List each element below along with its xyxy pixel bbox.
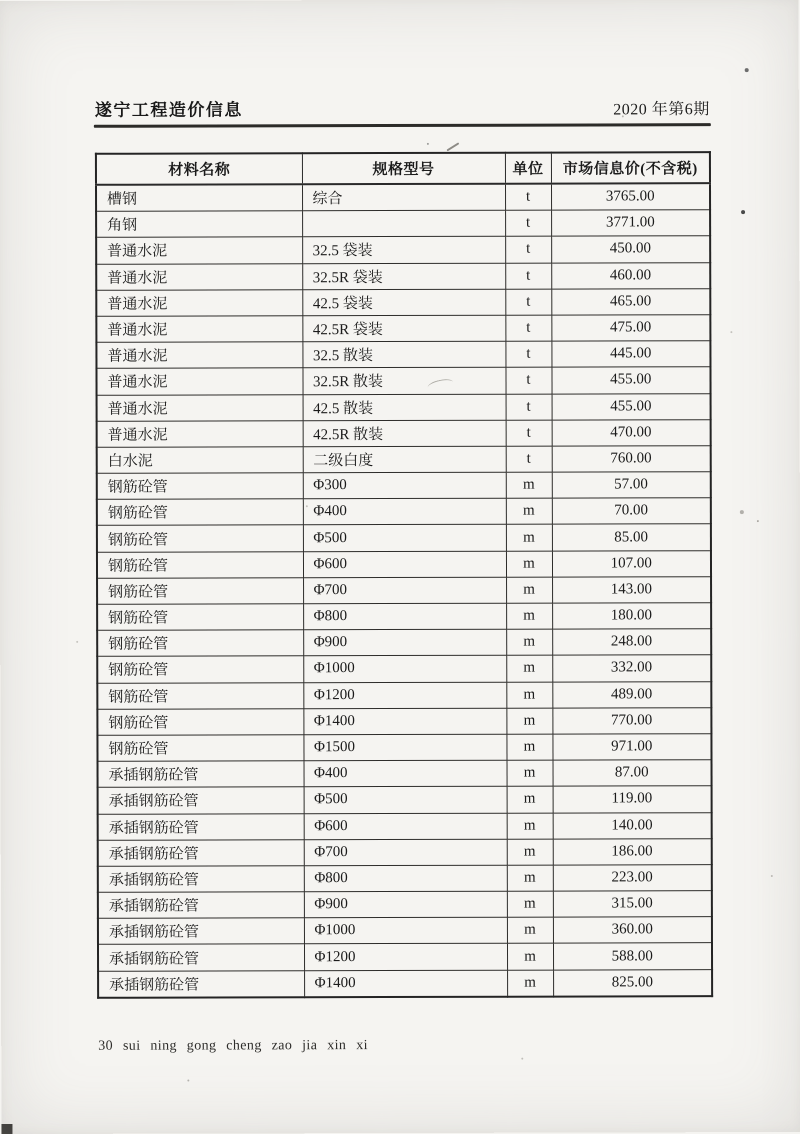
cell-material-name: 钢筋砼管 [97,630,303,657]
cell-spec-model: 32.5R 散装 [302,368,505,395]
cell-spec-model: Φ1000 [304,917,507,944]
cell-unit: m [506,655,552,681]
cell-spec-model: Φ700 [303,577,506,604]
cell-unit: m [507,760,553,786]
cell-spec-model: 42.5 散装 [303,394,506,421]
cell-unit: m [506,551,552,577]
cell-market-price: 460.00 [551,262,710,289]
cell-material-name: 白水泥 [97,447,303,474]
table-row [97,550,711,578]
cell-spec-model: Φ1200 [303,682,506,709]
cell-spec-model: 二级白度 [303,446,506,473]
cell-market-price: 87.00 [553,760,712,787]
cell-unit: t [506,420,552,446]
table-row [97,707,711,735]
cell-unit: t [505,210,551,236]
cell-unit: m [506,577,552,603]
cell-material-name: 普通水泥 [96,237,302,264]
cell-material-name: 普通水泥 [96,368,302,395]
cell-unit: t [505,289,551,315]
cell-unit: m [507,917,553,943]
page-footer: 30 sui ning gong cheng zao jia xin xi [98,1038,368,1054]
cell-market-price: 475.00 [551,315,710,342]
cell-market-price: 588.00 [553,943,712,970]
cell-market-price: 143.00 [552,576,711,603]
cell-material-name: 承插钢筋砼管 [98,761,304,788]
table-row [96,236,710,264]
table-row [96,341,710,369]
table-row [97,419,711,447]
cell-market-price: 445.00 [551,341,710,368]
table-row [96,262,710,290]
cell-material-name: 普通水泥 [97,394,303,421]
table-row [97,498,711,526]
cell-spec-model: Φ800 [304,865,507,892]
table-row [98,812,712,840]
cell-material-name: 钢筋砼管 [97,604,303,631]
material-price-table [95,151,713,998]
cell-spec-model: Φ600 [304,813,507,840]
cell-unit: t [506,446,552,472]
cell-material-name: 钢筋砼管 [97,473,303,500]
cell-spec-model: Φ500 [304,787,507,814]
cell-unit: t [505,341,551,367]
cell-spec-model: Φ600 [303,551,506,578]
table-row [98,786,712,814]
cell-unit: t [506,394,552,420]
cell-material-name: 普通水泥 [96,342,302,369]
cell-material-name: 普通水泥 [96,263,302,290]
col-header-unit: 单位 [505,153,551,184]
table-row [97,629,711,657]
table-row [98,760,712,788]
cell-unit: m [506,525,552,551]
table-row [97,446,711,474]
cell-market-price: 186.00 [553,838,712,865]
cell-unit: m [507,839,553,865]
cell-spec-model: Φ1500 [303,734,506,761]
cell-spec-model: 42.5R 袋装 [302,315,505,342]
table-row [96,367,710,395]
cell-spec-model: Φ400 [303,498,506,525]
table-row [96,210,710,238]
cell-unit: m [506,629,552,655]
cell-unit: m [506,498,552,524]
table-row [98,917,712,945]
cell-material-name: 钢筋砼管 [97,735,303,762]
table-row [98,865,712,893]
cell-market-price: 971.00 [552,734,711,761]
cell-market-price: 3771.00 [551,210,710,237]
page-header [95,94,710,121]
table-header-row [96,152,710,185]
cell-unit: m [507,970,553,997]
cell-unit: t [505,184,551,211]
cell-market-price: 223.00 [553,865,712,892]
cell-spec-model: Φ300 [303,472,506,499]
issue-label: 2020 年第6期 [613,101,710,119]
scan-speckles [0,1,1,3]
cell-unit: m [507,944,553,970]
cell-unit: m [506,734,552,760]
cell-material-name: 钢筋砼管 [97,578,303,605]
table-row [97,393,711,421]
cell-spec-model: Φ500 [303,525,506,552]
header-rule [94,123,711,127]
table-row [98,891,712,919]
table-row [97,603,711,631]
cell-material-name: 钢筋砼管 [97,656,303,683]
cell-market-price: 455.00 [552,393,711,420]
cell-material-name: 承插钢筋砼管 [98,787,304,814]
cell-market-price: 760.00 [552,446,711,473]
col-header-spec-model: 规格型号 [302,153,505,185]
cell-market-price: 332.00 [552,655,711,682]
cell-unit: m [506,472,552,498]
cell-unit: m [507,813,553,839]
table-row [96,315,710,343]
cell-material-name: 钢筋砼管 [97,682,303,709]
cell-market-price: 489.00 [552,681,711,708]
cell-material-name: 承插钢筋砼管 [98,892,304,919]
cell-market-price: 85.00 [552,524,711,551]
cell-spec-model: Φ1000 [303,656,506,683]
cell-market-price: 470.00 [552,419,711,446]
cell-material-name: 普通水泥 [97,420,303,447]
cell-material-name: 承插钢筋砼管 [98,839,304,866]
cell-material-name: 钢筋砼管 [97,499,303,526]
table-row [97,576,711,604]
cell-market-price: 57.00 [552,472,711,499]
cell-market-price: 450.00 [551,236,710,263]
cell-material-name: 承插钢筋砼管 [98,866,304,893]
cell-unit: t [505,263,551,289]
cell-material-name: 槽钢 [96,184,302,211]
cell-market-price: 248.00 [552,629,711,656]
table-row [98,943,712,971]
cell-spec-model: Φ900 [303,629,506,656]
cell-market-price: 360.00 [553,917,712,944]
cell-unit: m [506,682,552,708]
cell-spec-model: 32.5 袋装 [302,237,505,264]
cell-unit: t [505,367,551,393]
table-row [97,472,711,500]
cell-unit: t [505,315,551,341]
table-row [98,969,712,997]
cell-unit: m [507,865,553,891]
table-row [98,838,712,866]
cell-unit: m [507,891,553,917]
cell-unit: m [507,786,553,812]
cell-material-name: 钢筋砼管 [97,551,303,578]
cell-spec-model: Φ400 [304,760,507,787]
cell-spec-model [302,210,505,237]
col-header-material-name: 材料名称 [96,153,302,185]
table-row [96,288,710,316]
cell-market-price: 770.00 [552,707,711,734]
scan-pen-mark [446,142,459,151]
cell-spec-model: Φ1400 [304,970,507,997]
cell-spec-model: 32.5R 袋装 [302,263,505,290]
table-row [97,524,711,552]
cell-market-price: 825.00 [553,969,712,996]
cell-spec-model: 42.5R 散装 [303,420,506,447]
cell-spec-model: Φ700 [304,839,507,866]
table-row [96,183,710,211]
cell-material-name: 承插钢筋砼管 [98,944,304,971]
cell-material-name: 钢筋砼管 [97,525,303,552]
cell-market-price: 107.00 [552,550,711,577]
cell-material-name: 钢筋砼管 [97,709,303,736]
table-row [97,681,711,709]
cell-market-price: 455.00 [551,367,710,394]
cell-unit: m [506,603,552,629]
col-header-market-price: 市场信息价(不含税) [551,152,710,183]
cell-unit: m [506,708,552,734]
cell-material-name: 承插钢筋砼管 [98,970,304,997]
cell-market-price: 180.00 [552,603,711,630]
cell-spec-model: 32.5 散装 [302,341,505,368]
cell-market-price: 3765.00 [551,183,710,210]
cell-spec-model: Φ900 [304,891,507,918]
journal-title: 遂宁工程造价信息 [94,100,243,120]
cell-material-name: 承插钢筋砼管 [98,813,304,840]
cell-spec-model: 42.5 袋装 [302,289,505,316]
cell-spec-model: Φ800 [303,603,506,630]
cell-material-name: 普通水泥 [96,290,302,317]
table-body [96,183,712,997]
cell-unit: t [505,236,551,262]
cell-market-price: 119.00 [553,786,712,813]
cell-material-name: 承插钢筋砼管 [98,918,304,945]
table-row [97,734,711,762]
table-row [97,655,711,683]
cell-material-name: 普通水泥 [96,316,302,343]
cell-spec-model: Φ1200 [304,944,507,971]
cell-spec-model: Φ1400 [303,708,506,735]
cell-market-price: 70.00 [552,498,711,525]
cell-material-name: 角钢 [96,211,302,238]
cell-market-price: 465.00 [551,288,710,315]
cell-spec-model: 综合 [302,184,505,211]
cell-market-price: 140.00 [553,812,712,839]
cell-market-price: 315.00 [553,891,712,918]
